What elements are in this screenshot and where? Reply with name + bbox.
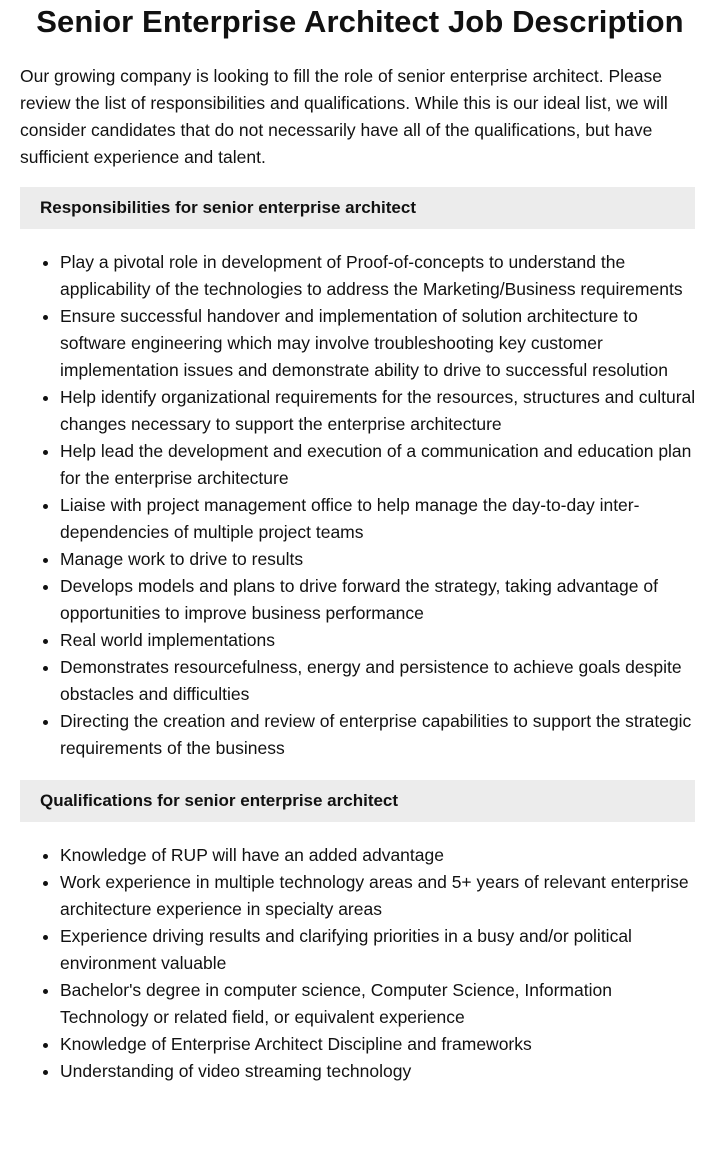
list-item: • Liaise with project management office to help manage the day-to-day inter-dependencies of multiple project teams	[60, 492, 700, 546]
qualifications-heading: Qualifications for senior enterprise architect	[20, 780, 695, 822]
list-item: • Experience driving results and clarifying priorities in a busy and/or political environment valuable	[60, 923, 700, 977]
list-item: • Play a pivotal role in development of Proof-of-concepts to understand the applicability of the technologies to address the Marketing/Business requirements	[60, 249, 700, 303]
list-item: • Real world implementations	[60, 627, 700, 654]
list-item: • Develops models and plans to drive forward the strategy, taking advantage of opportunities to improve business performance	[60, 573, 700, 627]
list-item: • Help lead the development and execution of a communication and education plan for the enterprise architecture	[60, 438, 700, 492]
list-item: • Directing the creation and review of enterprise capabilities to support the strategic requirements of the business	[60, 708, 700, 762]
responsibilities-list	[0, 249, 700, 762]
list-item: • Understanding of video streaming technology	[60, 1058, 700, 1085]
list-item: • Help identify organizational requirements for the resources, structures and cultural changes necessary to support the enterprise architecture	[60, 384, 700, 438]
list-item: • Manage work to drive to results	[60, 546, 700, 573]
list-item: • Work experience in multiple technology areas and 5+ years of relevant enterprise architecture experience in specialty areas	[60, 869, 700, 923]
responsibilities-heading: Responsibilities for senior enterprise architect	[20, 187, 695, 229]
page-title: Senior Enterprise Architect Job Description	[36, 4, 684, 39]
list-item: • Ensure successful handover and implementation of solution architecture to software engineering which may involve troubleshooting key customer implementation issues and demonstrate ability to drive to successful resolution	[60, 303, 700, 384]
intro-paragraph: Our growing company is looking to fill the role of senior enterprise architect. Please review the list of responsibilities and qualifications. While this is our ideal list, we will consider candidates that do not necessarily have all of the qualifications, but have sufficient experience and talent.	[20, 66, 668, 167]
list-item: • Bachelor's degree in computer science, Computer Science, Information Technology or related field, or equivalent experience	[60, 977, 700, 1031]
list-item: • Demonstrates resourcefulness, energy and persistence to achieve goals despite obstacles and difficulties	[60, 654, 700, 708]
list-item: • Knowledge of Enterprise Architect Discipline and frameworks	[60, 1031, 700, 1058]
qualifications-list	[0, 842, 700, 1085]
list-item: • Knowledge of RUP will have an added advantage	[60, 842, 700, 869]
